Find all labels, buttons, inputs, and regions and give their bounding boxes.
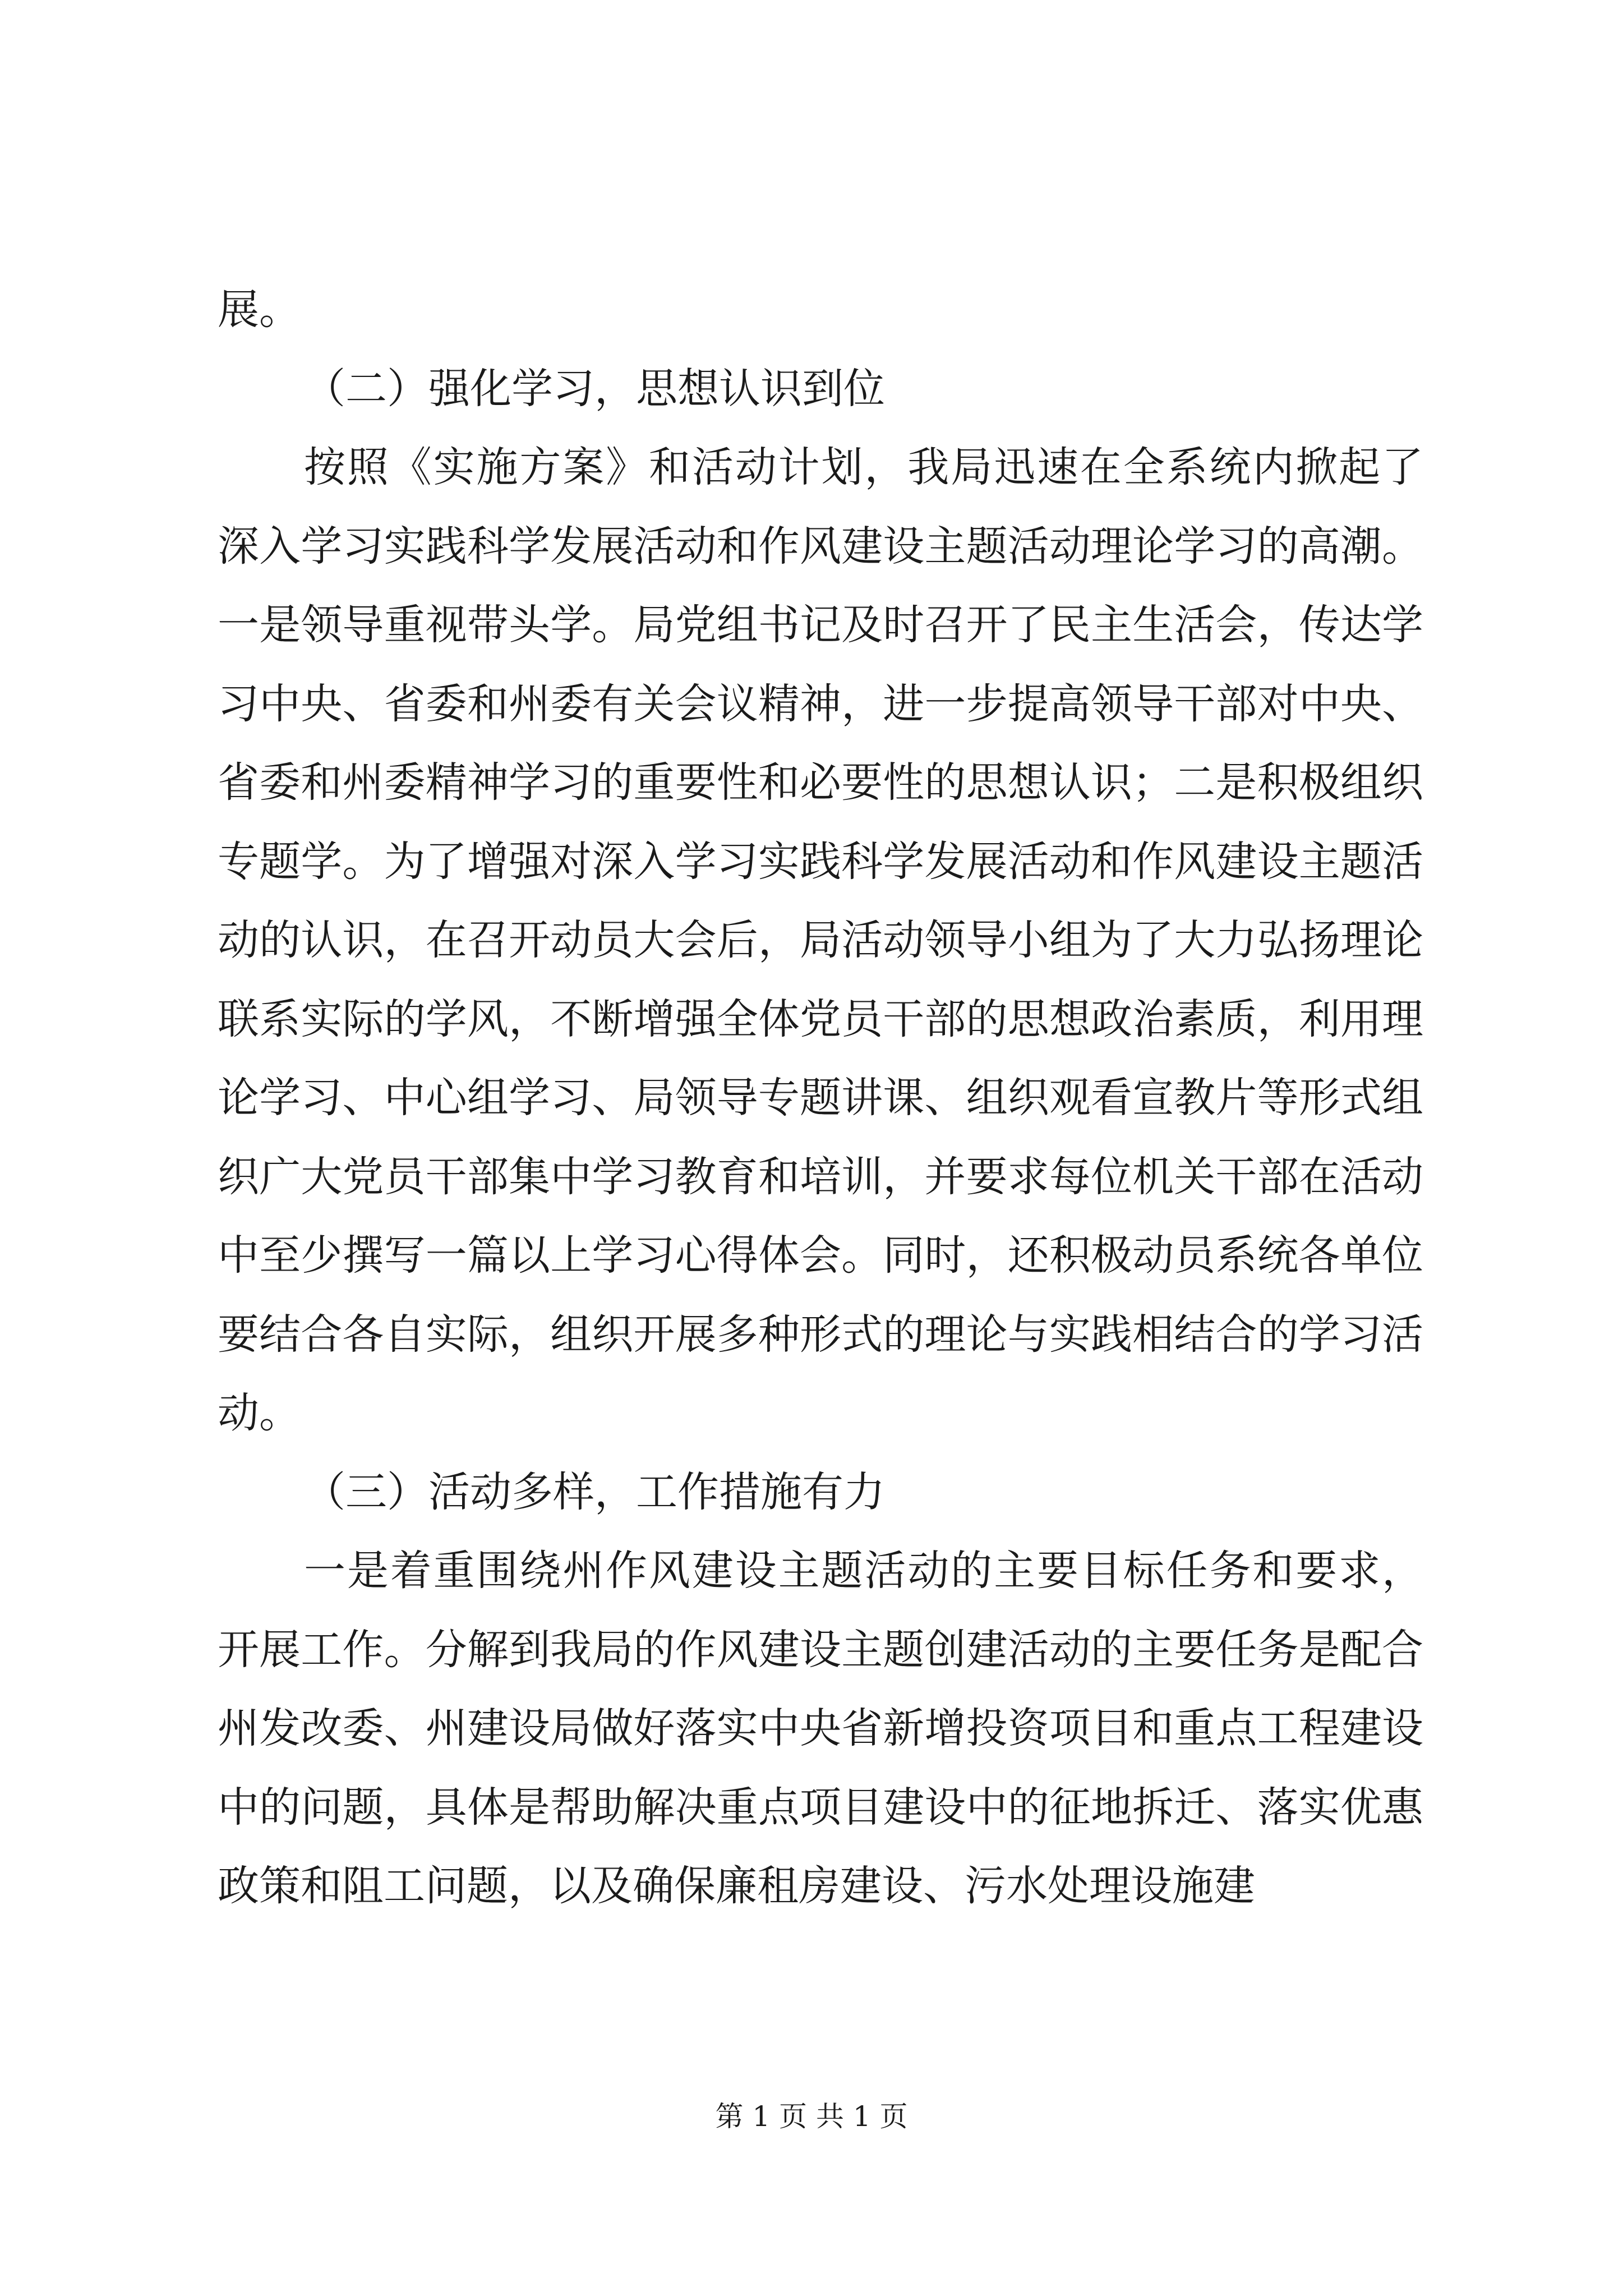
paragraph-study: 按照《实施方案》和活动计划，我局迅速在全系统内掀起了深入学习实践科学发展活动和作风建设主题活动理论学习的高潮。一是领导重视带头学。局党组书记及时召开了民主生活会，传达学习中央、省委和州委有关会议精神，进一步提高领导干部对中央、省委和州委精神学习的重要性和必要性的思想认识；二是积极组织专题学。为了增强对深入学习实践科学发展活动和作风建设主题活动的认识，在召开动员大会后，局活动领导小组为了大力弘扬理论联系实际的学风，不断增强全体党员干部的思想政治素质，利用理论学习、中心组学习、局领导专题讲课、组织观看宣教片等形式组织广大党员干部集中学习教育和培训，并要求每位机关干部在活动中至少撰写一篇以上学习心得体会。同时，还积极动员系统各单位要结合各自实际，组织开展多种形式的理论与实践相结合的学习活动。 [218,443,1423,1437]
document-body [218,270,1423,1926]
paragraph-continuation: 展。 [218,286,301,334]
page-footer: 第 1 页 共 1 页 [715,2100,908,2133]
section-heading-2: （二）强化学习，思想认识到位 [304,364,885,413]
paragraph-activities: 一是着重围绕州作风建设主题活动的主要目标任务和要求，开展工作。分解到我局的作风建设主题创建活动的主要任务是配合州发改委、州建设局做好落实中央省新增投资项目和重点工程建设中的问题，具体是帮助解决重点项目建设中的征地拆迁、落实优惠政策和阻工问题，以及确保廉租房建设、污水处理设施建 [218,1547,1423,1910]
section-heading-3: （三）活动多样，工作措施有力 [304,1467,885,1516]
